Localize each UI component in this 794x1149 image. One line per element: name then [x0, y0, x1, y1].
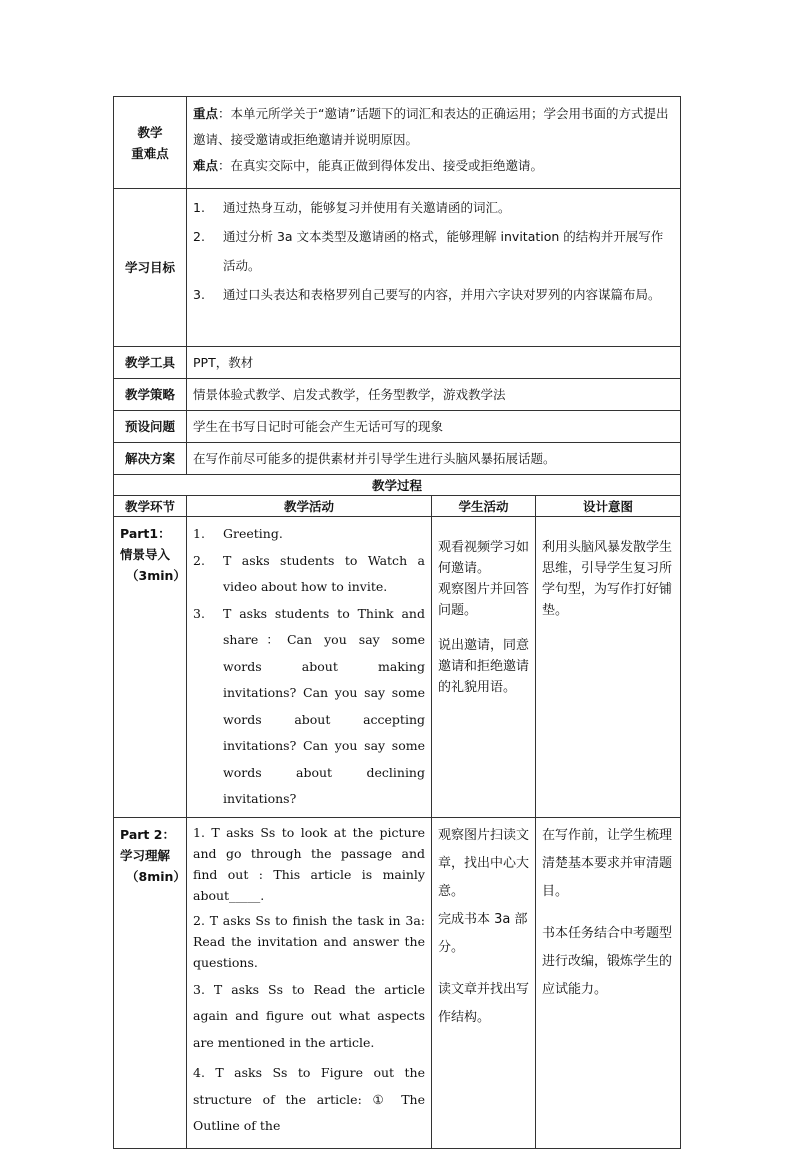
activity-num: 2.	[193, 552, 205, 568]
part2-student-3: 读文章并找出写作结构。	[438, 981, 530, 1025]
part1-name: Part1：	[120, 526, 171, 541]
part2-design	[536, 817, 681, 1148]
activity-text: T asks students to Watch a video about how to invite.	[223, 552, 425, 594]
key-point-title: 重点	[193, 106, 219, 121]
strategy-label: 教学策略	[114, 379, 187, 411]
process-title: 教学过程	[114, 475, 681, 496]
activity-item	[193, 601, 425, 813]
problem-text: 学生在书写日记时可能会产生无话可写的现象	[187, 411, 681, 443]
tools-label: 教学工具	[114, 347, 187, 379]
goals-content	[187, 189, 681, 347]
solution-label: 解决方案	[114, 443, 187, 475]
part1-student-1: 观看视频学习如何邀请。	[438, 540, 530, 576]
tools-row	[114, 347, 681, 379]
goal-num: 1.	[193, 200, 205, 215]
part2-row	[114, 817, 681, 1148]
part1-stage	[114, 517, 187, 818]
strategy-row	[114, 379, 681, 411]
goal-text: 通过口头表达和表格罗列自己要写的内容，并用六字诀对罗列的内容谋篇布局。	[223, 287, 661, 302]
strategy-text: 情景体验式教学、启发式教学，任务型教学，游戏教学法	[187, 379, 681, 411]
goal-text: 通过分析 3a 文本类型及邀请函的格式，能够理解 invitation 的结构并开展写作活动。	[223, 229, 664, 273]
part2-stage	[114, 817, 187, 1148]
hard-point-title: 难点	[193, 158, 219, 173]
part2-name: Part 2：	[120, 826, 175, 842]
goals-label: 学习目标	[114, 189, 187, 347]
part1-design-text: 利用头脑风暴发散学生思维，引导学生复习所学句型，为写作打好铺垫。	[542, 540, 673, 618]
tools-text: PPT，教材	[187, 347, 681, 379]
problem-row	[114, 411, 681, 443]
goal-text: 通过热身互动，能够复习并使用有关邀请函的词汇。	[223, 200, 511, 215]
solution-text: 在写作前尽可能多的提供素材并引导学生进行头脑风暴拓展话题。	[187, 443, 681, 475]
focus-label-line2: 重难点	[131, 145, 169, 161]
part1-row	[114, 517, 681, 818]
goal-num: 3.	[193, 287, 205, 302]
part1-student-3: 说出邀请，同意邀请和拒绝邀请的礼貌用语。	[438, 638, 530, 695]
activity-text: 3. T asks Ss to Read the article again and figure out what aspects are mentioned in the article.	[193, 981, 425, 1050]
activity-item	[193, 548, 425, 601]
header-teacher-activity: 教学活动	[187, 496, 432, 517]
part2-student-2: 完成书本 3a 部分。	[438, 911, 528, 955]
activity-text: 2. T asks Ss to finish the task in 3a: Read the invitation and answer the questions.	[193, 912, 425, 970]
focus-content	[187, 97, 681, 189]
activity-num: 3.	[193, 605, 205, 621]
process-header-row	[114, 496, 681, 517]
goal-num: 2.	[193, 229, 205, 244]
hard-point-text: ：在真实交际中，能真正做到得体发出、接受或拒绝邀请。	[218, 158, 544, 173]
part2-design-1: 在写作前，让学生梳理清楚基本要求并审清题目。	[542, 827, 673, 899]
key-point	[193, 101, 674, 153]
part2-sub: 学习理解	[120, 847, 171, 863]
header-design-intent: 设计意图	[536, 496, 681, 517]
activity-text: Greeting.	[223, 526, 283, 541]
part1-activities	[187, 517, 432, 818]
focus-row	[114, 97, 681, 189]
hard-point	[193, 153, 674, 179]
part1-student	[432, 517, 536, 818]
problem-label: 预设问题	[114, 411, 187, 443]
part2-activities	[187, 817, 432, 1148]
part1-time: （3min）	[126, 568, 186, 583]
part2-student	[432, 817, 536, 1148]
solution-row	[114, 443, 681, 475]
process-title-row	[114, 475, 681, 496]
focus-label	[114, 97, 187, 189]
activity-item	[193, 521, 425, 548]
goals-row	[114, 189, 681, 347]
activity-num: 1.	[193, 526, 205, 541]
part1-design	[536, 517, 681, 818]
activity-text: T asks students to Think and share：Can you say some words about making invitations? Can you say some words about accepting invitations? Can you say some words about declining invitations?	[223, 605, 425, 806]
part1-student-2: 观察图片并回答问题。	[438, 582, 530, 618]
part2-design-2: 书本任务结合中考题型进行改编，锻炼学生的应试能力。	[542, 925, 673, 997]
part1-sub: 情景导入	[120, 547, 171, 562]
activity-text: 1. T asks Ss to look at the picture and go through the passage and find out : This article is mainly about_____.	[193, 824, 425, 903]
goal-item	[193, 280, 674, 309]
lesson-plan-table	[113, 96, 681, 1149]
key-point-text: ：本单元所学关于“邀请”话题下的词汇和表达的正确运用；学会用书面的方式提出邀请、接受邀请或拒绝邀请并说明原因。	[193, 106, 669, 147]
header-stage: 教学环节	[114, 496, 187, 517]
activity-text: 4. T asks Ss to Figure out the structure of the article: ① The Outline of the	[193, 1065, 425, 1133]
goal-item	[193, 222, 674, 280]
goal-item	[193, 193, 674, 222]
part2-time: （8min）	[126, 868, 186, 884]
header-student-activity: 学生活动	[432, 496, 536, 517]
focus-label-line1: 教学	[137, 124, 163, 140]
part2-student-1: 观察图片扫读文章，找出中心大意。	[438, 827, 530, 899]
